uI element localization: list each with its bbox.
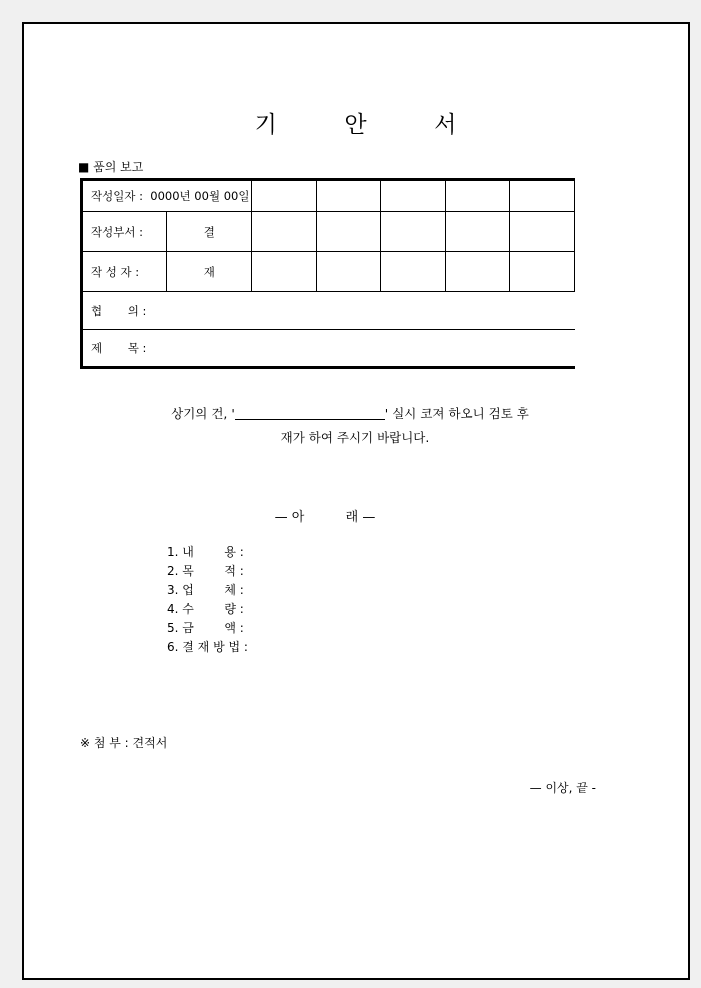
section-label-report: ■ 품의 보고 (78, 160, 144, 174)
approval-box[interactable] (316, 252, 381, 292)
cell-created-date[interactable]: 작성일자 : 0000년 00월 00일 (82, 180, 252, 212)
approval-box[interactable] (381, 252, 446, 292)
stamp-label-gyeol: 결 (167, 212, 252, 252)
approval-box[interactable] (252, 212, 317, 252)
document-page (22, 22, 690, 980)
list-item[interactable]: 4. 수 량 : (167, 602, 244, 616)
approval-box[interactable] (381, 212, 446, 252)
stamp-label-jae: 재 (167, 252, 252, 292)
body-line-2: 재가 하여 주시기 바랍니다. (280, 430, 430, 445)
below-marker: — 아 래 — (274, 510, 376, 525)
closing-mark: — 이상, 끝 - (529, 781, 596, 795)
body-line-1 (80, 402, 620, 426)
cell-author[interactable]: 작 성 자 : (82, 252, 167, 292)
approval-box[interactable] (316, 212, 381, 252)
list-item[interactable]: 2. 목 적 : (167, 564, 244, 578)
approval-box[interactable] (445, 180, 510, 212)
body-paragraph (80, 402, 620, 450)
approval-box[interactable] (252, 180, 317, 212)
approval-box[interactable] (381, 180, 446, 212)
approval-box[interactable] (510, 252, 575, 292)
item-list (167, 543, 248, 657)
table-row (82, 180, 575, 212)
approval-box[interactable] (316, 180, 381, 212)
approval-box[interactable] (445, 212, 510, 252)
cell-consultation[interactable]: 협 의 : (82, 292, 575, 330)
approval-box[interactable] (510, 212, 575, 252)
list-item[interactable]: 6. 결 재 방 법 : (167, 640, 248, 654)
approval-table (80, 178, 575, 369)
table-row (82, 212, 575, 252)
page-title: 기 안 서 (254, 112, 458, 138)
body-line-1-prefix: 상기의 건, ' (171, 406, 235, 421)
fill-in-blank[interactable] (235, 419, 385, 420)
approval-box[interactable] (445, 252, 510, 292)
table-row (82, 292, 575, 330)
approval-box[interactable] (510, 180, 575, 212)
cell-subject[interactable]: 제 목 : (82, 330, 575, 368)
list-item[interactable]: 1. 내 용 : (167, 545, 244, 559)
cell-created-department[interactable]: 작성부서 : (82, 212, 167, 252)
list-item[interactable]: 3. 업 체 : (167, 583, 244, 597)
table-row (82, 252, 575, 292)
list-item[interactable]: 5. 금 액 : (167, 621, 244, 635)
table-row (82, 330, 575, 368)
approval-box[interactable] (252, 252, 317, 292)
body-line-1-suffix: ' 실시 코져 하오니 검토 후 (384, 406, 529, 421)
attachment-note: ※ 첨 부 : 견적서 (80, 736, 168, 750)
